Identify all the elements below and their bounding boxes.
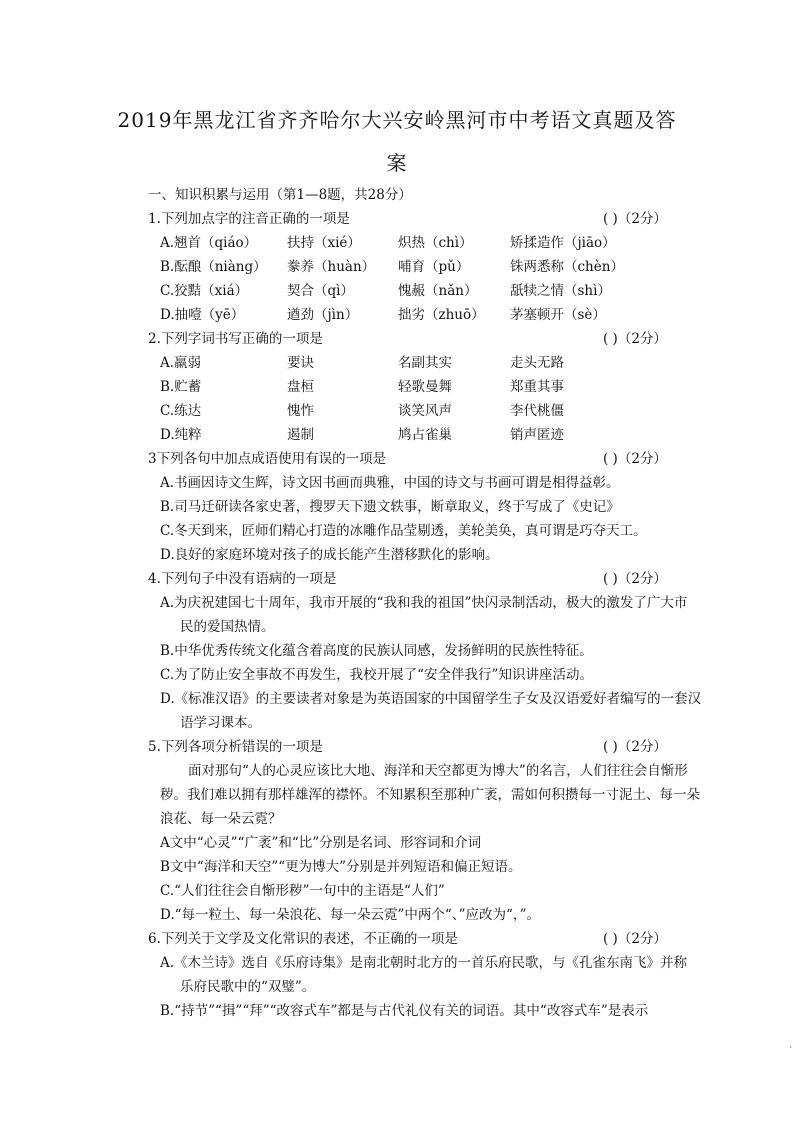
q4-option-d-continued: 语学习课本。: [180, 715, 261, 731]
q3-option-a: A.书画因诗文生辉，诗文因书画而典雅，中国的诗文与书画可谓是相得益彰。: [160, 475, 620, 491]
q2-option-a-item: 要诀: [287, 355, 314, 371]
q2-option-c-item: 愧怍: [287, 403, 314, 419]
q5-passage-line: 浪花、每一朵云霓？: [160, 811, 282, 827]
q2-option-b-item: 盘桓: [287, 379, 314, 395]
q1-option-b-item: 铢两悉称（chèn）: [510, 259, 624, 275]
q1-option-a-item: 矫揉造作（jiāo）: [510, 235, 616, 251]
page-corner-mark: ·: [789, 1043, 792, 1052]
document-title: 2019年黑龙江省齐齐哈尔大兴安岭黑河市中考语文真题及答: [117, 108, 677, 132]
q1-option-b-item: 哺育（pǔ）: [398, 259, 470, 275]
q3-option-c: C.冬天到来，匠师们精心打造的冰雕作品莹剔透，美轮美奂，真可谓是巧夺天工。: [160, 523, 647, 539]
question-4-stem: 4.下列句子中没有语病的一项是: [148, 571, 337, 587]
q2-option-d-item: 销声匿迹: [510, 427, 564, 443]
q3-option-d: D.良好的家庭环境对孩子的成长能产生潜移默化的影响。: [160, 547, 499, 563]
question-2-score: ( )（2分）: [603, 331, 667, 347]
question-3-stem: 3下列各句中加点成语使用有误的一项是: [148, 451, 387, 467]
document-title-continued: 案: [386, 151, 408, 175]
q2-option-d-item: 鸠占雀巢: [398, 427, 452, 443]
q2-option-b: B.贮蓄: [160, 379, 202, 395]
q2-option-a: A.羸弱: [160, 355, 202, 371]
q5-option-d: D.“每一粒土、每一朵浪花、每一朵云霓”中两个“、”应改为“，”。: [160, 907, 541, 923]
q1-option-d-item: 遒劲（jìn）: [287, 307, 359, 323]
q4-option-a: A.为庆祝建国七十周年，我市开展的“我和我的祖国”快闪录制活动，极大的激发了广大市: [160, 595, 688, 611]
q3-option-b: B.司马迁研读各家史著，搜罗天下遗文轶事，断章取义，终于写成了《史记》: [160, 499, 620, 515]
q1-option-a: A.翘首（qiáo）: [160, 235, 258, 251]
q1-option-b-item: 豢养（huàn）: [287, 259, 376, 275]
q1-option-c-item: 舐犊之情（shì）: [510, 283, 611, 299]
question-3-score: ( )（2分）: [603, 451, 667, 467]
q4-option-a-continued: 民的爱国热情。: [180, 619, 275, 635]
q4-option-b: B.中华优秀传统文化蕴含着高度的民族认同感，发扬鲜明的民族性特征。: [160, 643, 593, 659]
q2-option-c: C.练达: [160, 403, 202, 419]
q5-option-b: B文中“海洋和天空”“更为博大”分别是并列短语和偏正短语。: [160, 859, 522, 875]
q4-option-c: C.为了防止安全事故不再发生，我校开展了“安全伴我行”知识讲座活动。: [160, 667, 593, 683]
q2-option-d: D.纯粹: [160, 427, 202, 443]
question-6-score: ( )（2分）: [603, 931, 667, 947]
q2-option-a-item: 走头无路: [510, 355, 564, 371]
q6-option-a-continued: 乐府民歌中的“双璧”。: [180, 979, 316, 995]
question-5-stem: 5.下列各项分析错误的一项是: [148, 739, 323, 755]
q6-option-b: B.“持节”“揖”“拜”“改容式车”都是与古代礼仪有关的词语。其中“改容式车”是表示: [160, 1003, 649, 1019]
q5-option-a: A文中“心灵”“广袤”和“比”分别是名词、形容词和介词: [160, 835, 482, 851]
q1-option-c-item: 愧赧（nǎn）: [398, 283, 478, 299]
question-6-stem: 6.下列关于文学及文化常识的表述，不正确的一项是: [148, 931, 458, 947]
q5-option-c: C.“人们往往会自惭形秽”一句中的主语是“人们”: [160, 883, 445, 899]
q1-option-d-item: 拙劣（zhuō）: [398, 307, 485, 323]
q1-option-c: C.狡黠（xiá）: [160, 283, 249, 299]
q1-option-d: D.抽噎（yē）: [160, 307, 245, 323]
question-5-score: ( )（2分）: [603, 739, 667, 755]
section-heading: 一、知识积累与运用（第1—8题，共28分）: [148, 187, 412, 203]
q4-option-d: D.《标准汉语》的主要读者对象是为英语国家的中国留学生子女及汉语爱好者编写的一套汉: [160, 691, 702, 707]
q2-option-c-item: 李代桃僵: [510, 403, 564, 419]
q2-option-c-item: 谈笑风声: [398, 403, 452, 419]
q5-passage-line: 秽。我们难以拥有那样雄浑的襟怀。不知累积至那种广袤，需如何积攒每一寸泥土、每一朵: [160, 787, 700, 803]
q1-option-c-item: 契合（qì）: [287, 283, 354, 299]
question-1-score: ( )（2分）: [603, 211, 667, 227]
q5-passage-line: 面对那句“人的心灵应该比大地、海洋和天空都更为博大”的名言，人们往往会自惭形: [188, 763, 688, 779]
question-4-score: ( )（2分）: [603, 571, 667, 587]
question-2-stem: 2.下列字词书写正确的一项是: [148, 331, 323, 347]
q1-option-a-item: 炽热（chì）: [398, 235, 473, 251]
q1-option-d-item: 茅塞顿开（sè）: [510, 307, 606, 323]
q6-option-a: A.《木兰诗》选自《乐府诗集》是南北朝时北方的一首乐府民歌，与《孔雀东南飞》并称: [160, 955, 688, 971]
q2-option-a-item: 名副其实: [398, 355, 452, 371]
q2-option-b-item: 轻歌曼舞: [398, 379, 452, 395]
q2-option-d-item: 遏制: [287, 427, 314, 443]
q1-option-b: B.酝酿（niàng）: [160, 259, 267, 275]
q2-option-b-item: 郑重其事: [510, 379, 564, 395]
q1-option-a-item: 扶持（xié）: [287, 235, 361, 251]
question-1-stem: 1.下列加点字的注音正确的一项是: [148, 211, 350, 227]
